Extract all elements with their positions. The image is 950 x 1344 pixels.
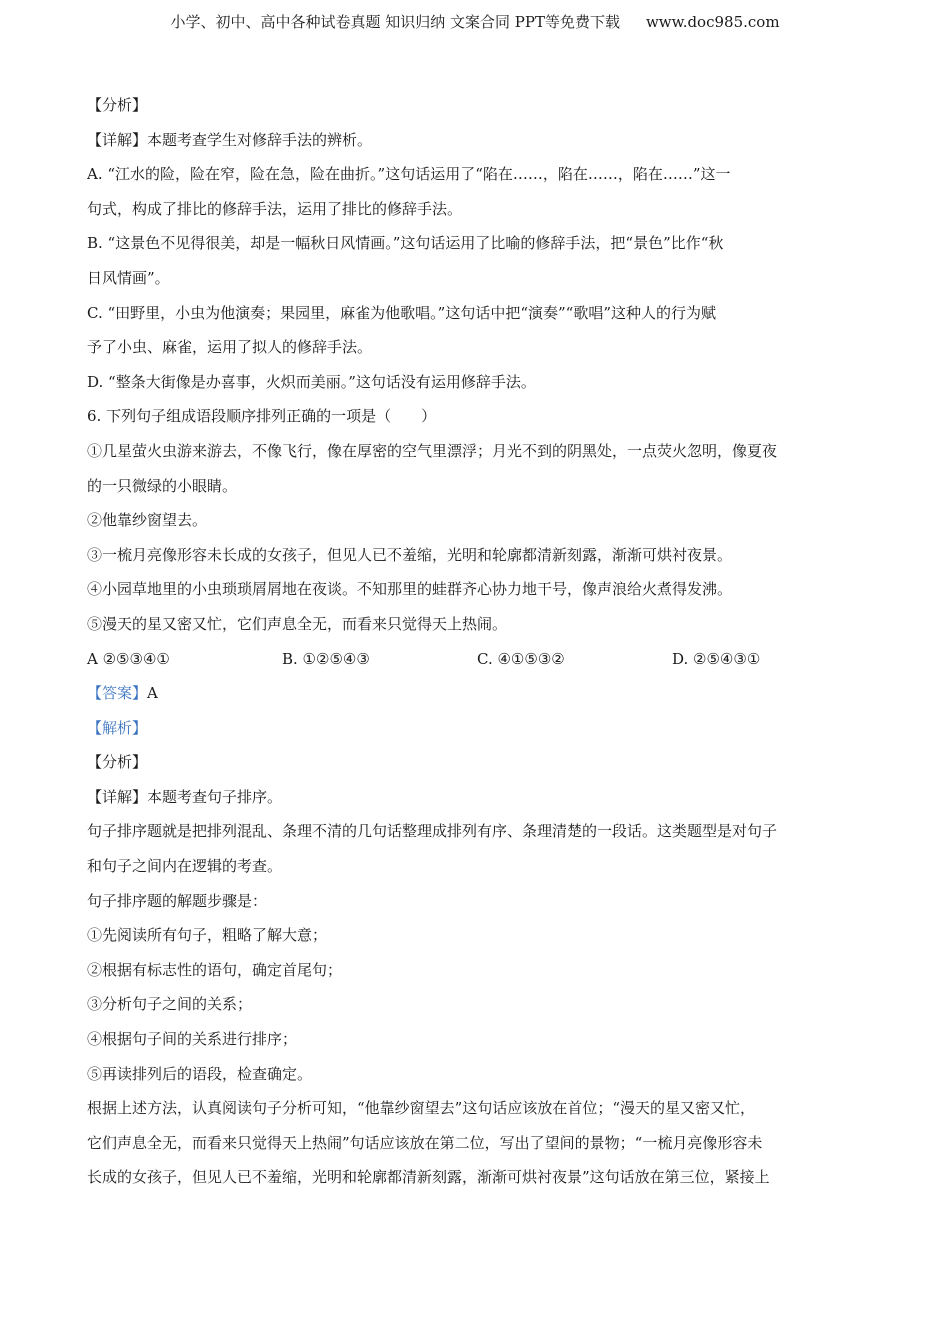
sentence-1-line-2: 的一只微绿的小眼睛。 — [87, 476, 238, 495]
option-b: B. ①②⑤④③ — [282, 649, 370, 668]
paragraph-2-line-2: 它们声息全无，而看来只觉得天上热闹”句话应该放在第二位，写出了望间的景物；“一梳月亮像形容未 — [87, 1133, 763, 1152]
option-c-explanation-2: 予了小虫、麻雀，运用了拟人的修辞手法。 — [87, 338, 373, 357]
sentence-3: ③一梳月亮像形容未长成的女孩子，但见人已不羞缩，光明和轮廓都清新刻露，渐渐可烘衬夜景。 — [87, 545, 733, 564]
option-b-explanation-1: B. “这景色不见得很美，却是一幅秋日风情画。”这句话运用了比喻的修辞手法，把“景色”比作“秋 — [87, 234, 724, 253]
explanation-heading: 【解析】 — [87, 718, 148, 737]
step-4: ④根据句子间的关系进行排序； — [87, 1030, 298, 1049]
option-c: C. ④①⑤③② — [477, 649, 565, 668]
option-a-explanation-2: 句式，构成了排比的修辞手法，运用了排比的修辞手法。 — [87, 199, 463, 218]
option-a: A ②⑤③④① — [87, 649, 170, 668]
header-site-description: 小学、初中、高中各种试卷真题 知识归纳 文案合同 PPT等免费下载 — [170, 13, 620, 31]
sentence-2: ②他靠纱窗望去。 — [87, 511, 208, 530]
sentence-4: ④小园草地里的小虫琐琐屑屑地在夜谈。不知那里的蛙群齐心协力地干号，像声浪给火煮得发沸。 — [87, 580, 733, 599]
step-5: ⑤再读排列后的语段，检查确定。 — [87, 1064, 313, 1083]
option-d-explanation: D. “整条大街像是办喜事，火炽而美丽。”这句话没有运用修辞手法。 — [87, 372, 536, 391]
document-body — [87, 88, 862, 1195]
paragraph-2-line-1: 根据上述方法，认真阅读句子分析可知，“他靠纱窗望去”这句话应该放在首位；“漫天的星又密又忙， — [87, 1099, 756, 1118]
answer-value: A — [147, 684, 158, 703]
question-6-stem: 6. 下列句子组成语段顺序排列正确的一项是（ ） — [87, 407, 437, 426]
header-site-url[interactable]: www.doc985.com — [645, 13, 780, 31]
option-d: D. ②⑤④③① — [672, 649, 761, 668]
option-c-explanation-1: C. “田野里，小虫为他演奏；果园里，麻雀为他歌唱。”这句话中把“演奏”“歌唱”这种人的行为赋 — [87, 303, 716, 322]
answer-label: 【答案】 — [87, 684, 148, 703]
step-2: ②根据有标志性的语句，确定首尾句； — [87, 960, 343, 979]
steps-title: 句子排序题的解题步骤是： — [87, 891, 268, 910]
detail-line-2: 【详解】本题考查句子排序。 — [87, 787, 283, 806]
analysis-heading-2: 【分析】 — [87, 753, 148, 772]
paragraph-1-line-1: 句子排序题就是把排列混乱、条理不清的几句话整理成排列有序、条理清楚的一段话。这类题型是对句子 — [87, 822, 778, 841]
answer-options — [87, 642, 862, 677]
option-b-explanation-2: 日风情画”。 — [87, 268, 170, 287]
detail-line: 【详解】本题考查学生对修辞手法的辨析。 — [87, 130, 373, 149]
paragraph-1-line-2: 和句子之间内在逻辑的考查。 — [87, 857, 283, 876]
sentence-1-line-1: ①几星萤火虫游来游去，不像飞行，像在厚密的空气里漂浮；月光不到的阴黑处，一点荧火忽明，像夏夜 — [87, 441, 778, 460]
paragraph-2-line-3: 长成的女孩子，但见人已不羞缩，光明和轮廓都清新刻露，渐渐可烘衬夜景”这句话放在第三位，紧接上 — [87, 1168, 770, 1187]
step-3: ③分析句子之间的关系； — [87, 995, 253, 1014]
option-a-explanation-1: A. “江水的险，险在窄，险在急，险在曲折。”这句话运用了“陷在……，陷在……，陷在……”这一 — [87, 165, 731, 184]
answer-line — [87, 676, 862, 711]
sentence-5: ⑤漫天的星又密又忙，它们声息全无，而看来只觉得天上热闹。 — [87, 614, 508, 633]
page-header — [0, 12, 950, 32]
step-1: ①先阅读所有句子，粗略了解大意； — [87, 926, 328, 945]
analysis-heading: 【分析】 — [87, 96, 148, 114]
